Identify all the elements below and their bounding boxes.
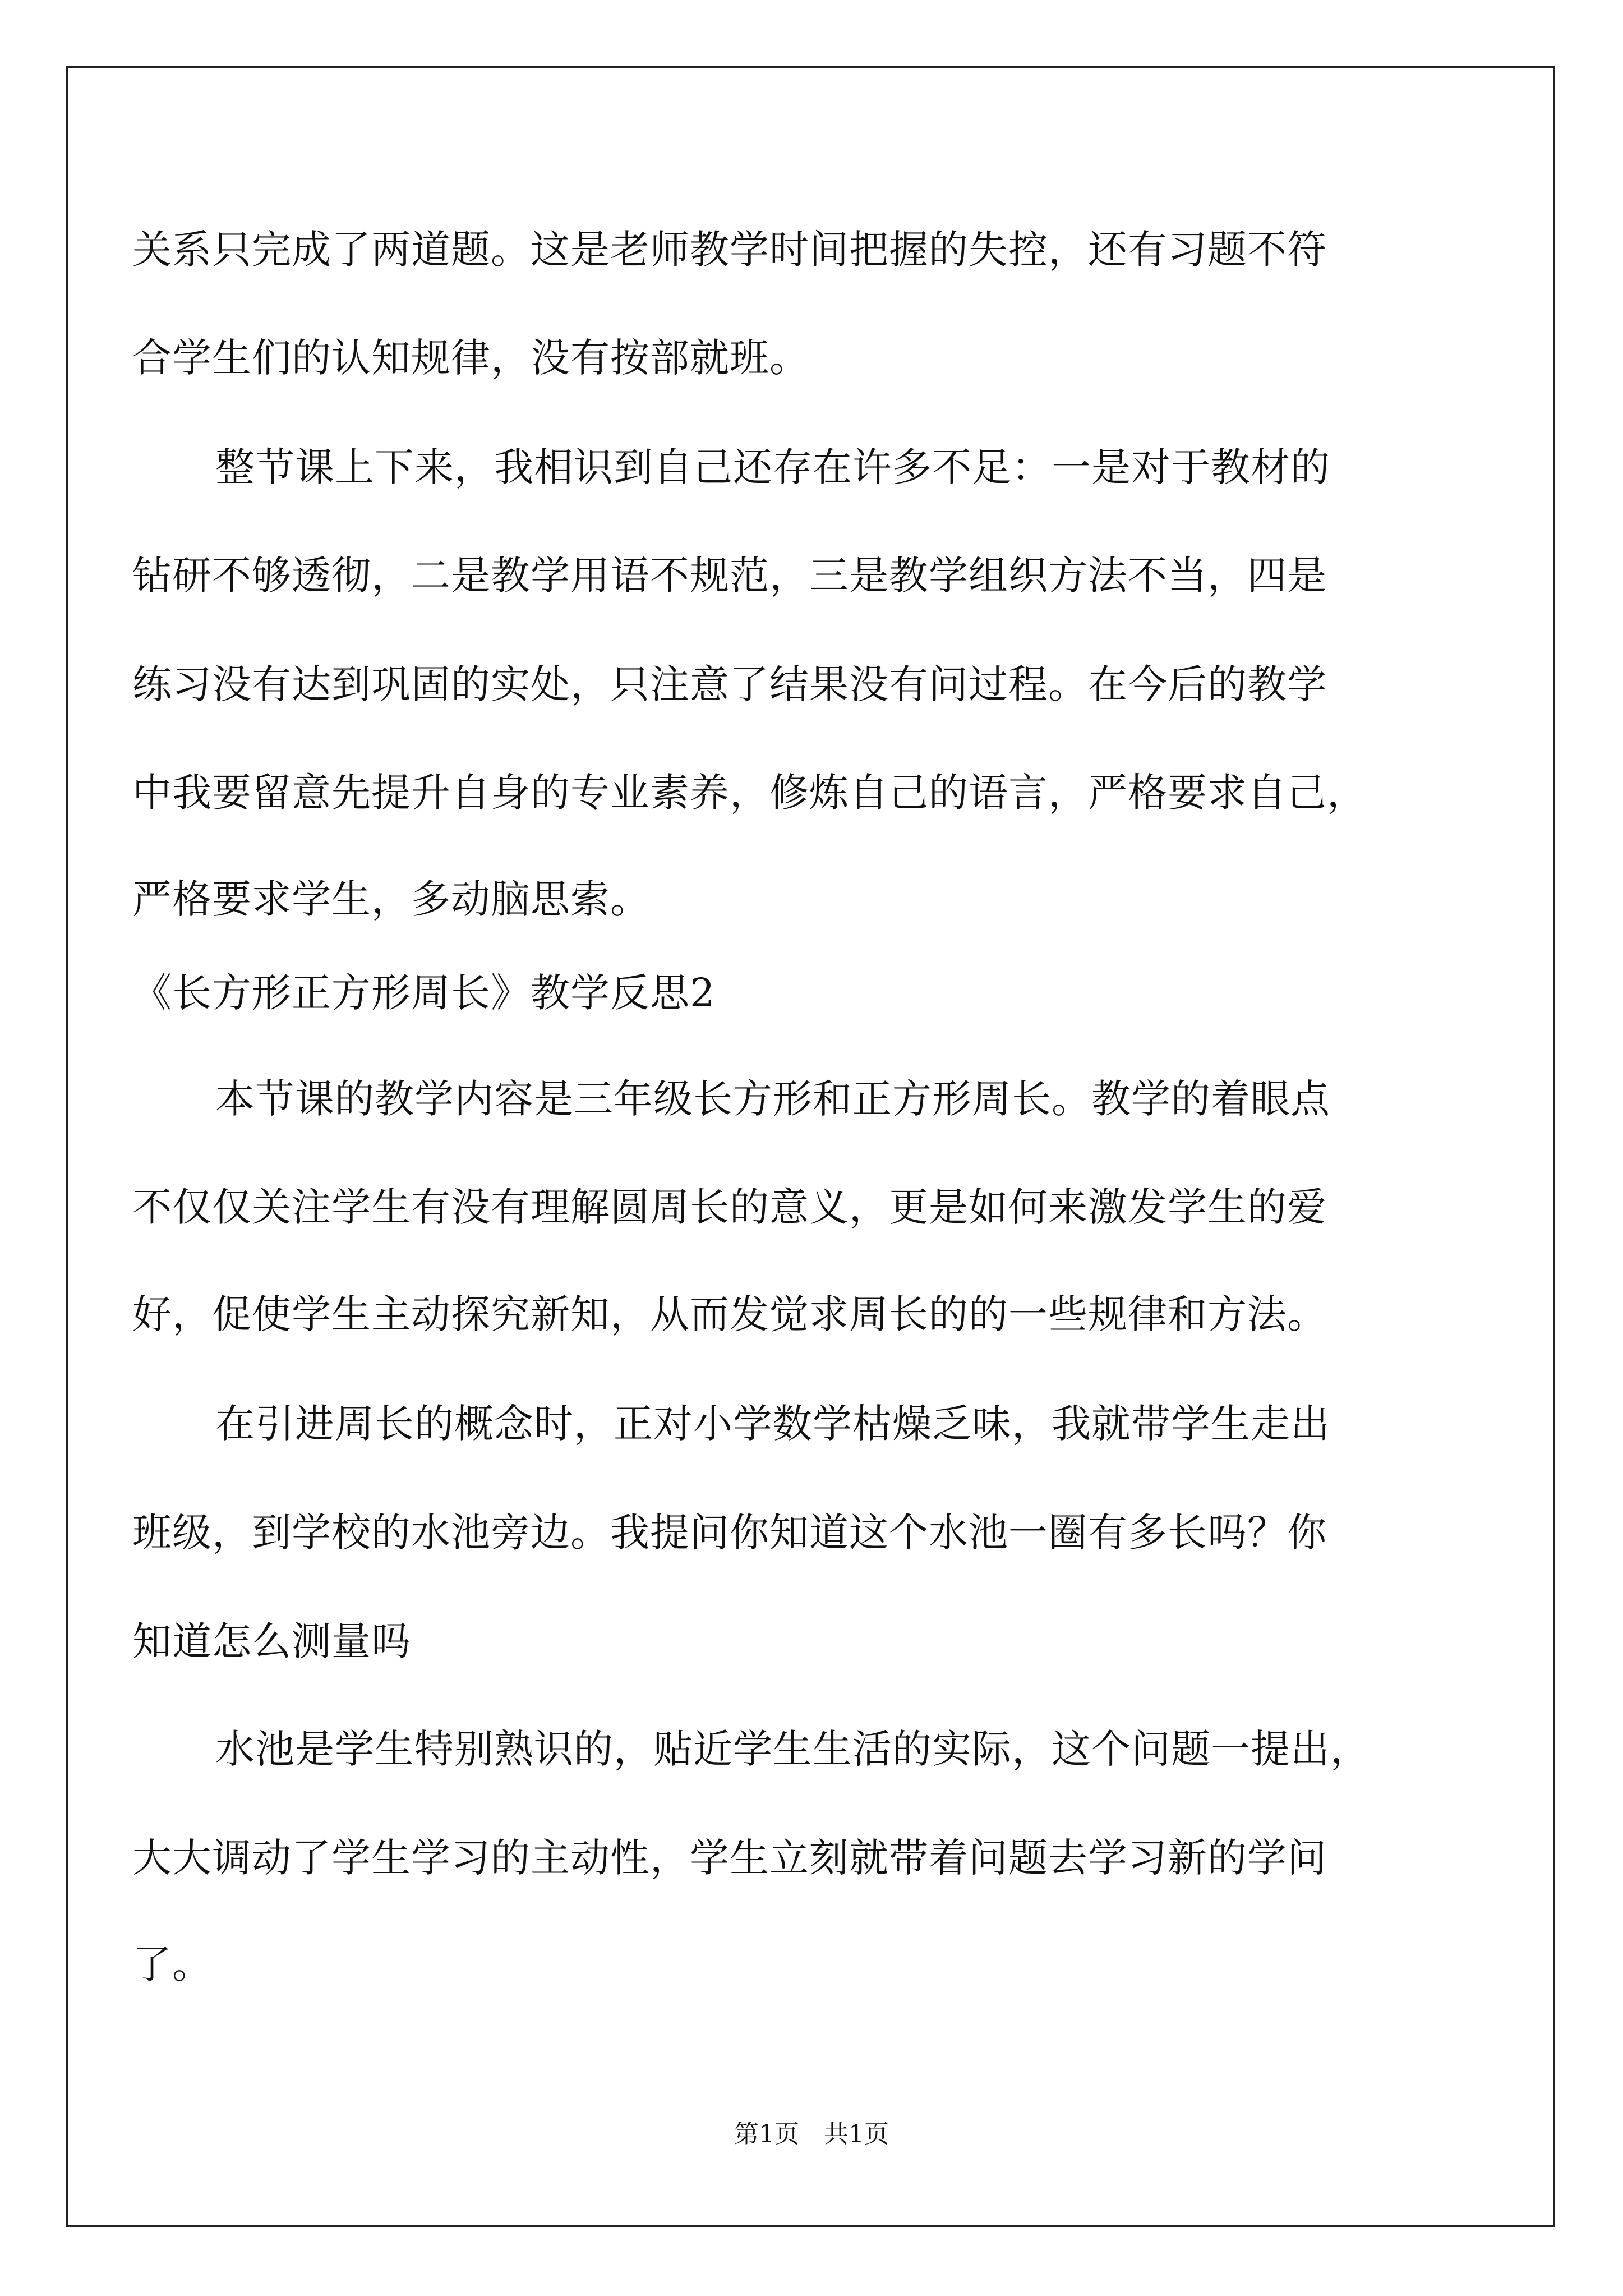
text-line: 关系只完成了两道题。这是老师教学时间把握的失控，还有习题不符 xyxy=(132,227,1327,273)
text-line: 钻研不够透彻，二是教学用语不规范，三是教学组织方法不当，四是 xyxy=(132,553,1327,599)
text-line: 整节课上下来，我相识到自己还存在许多不足：一是对于教材的 xyxy=(215,444,1330,490)
page-border xyxy=(66,66,1555,2227)
section-heading: 《长方形正方形周长》教学反思2 xyxy=(132,970,716,1016)
page-footer: 第1页 共1页 xyxy=(734,2120,889,2148)
text-line: 知道怎么测量吗 xyxy=(132,1618,411,1664)
text-line: 大大调动了学生学习的主动性，学生立刻就带着问题去学习新的学问 xyxy=(132,1835,1327,1881)
text-line: 班级，到学校的水池旁边。我提问你知道这个水池一圈有多长吗？你 xyxy=(132,1510,1327,1556)
text-line: 了。 xyxy=(132,1941,212,1987)
text-line: 练习没有达到巩固的实处，只注意了结果没有问过程。在今后的教学 xyxy=(132,661,1327,707)
text-line: 好，促使学生主动探究新知，从而发觉求周长的的一些规律和方法。 xyxy=(132,1291,1327,1337)
text-line: 在引进周长的概念时，正对小学数学枯燥乏味，我就带学生走出 xyxy=(215,1401,1330,1447)
text-line: 本节课的教学内容是三年级长方形和正方形周长。教学的着眼点 xyxy=(215,1076,1330,1122)
text-line: 合学生们的认知规律，没有按部就班。 xyxy=(132,335,809,381)
text-line: 中我要留意先提升自身的专业素养，修炼自己的语言，严格要求自己， xyxy=(132,770,1367,816)
text-line: 水池是学生特别熟识的，贴近学生生活的实际，这个问题一提出， xyxy=(215,1726,1370,1772)
text-line: 不仅仅关注学生有没有理解圆周长的意义，更是如何来激发学生的爱 xyxy=(132,1184,1327,1230)
text-line: 严格要求学生，多动脑思索。 xyxy=(132,876,650,922)
